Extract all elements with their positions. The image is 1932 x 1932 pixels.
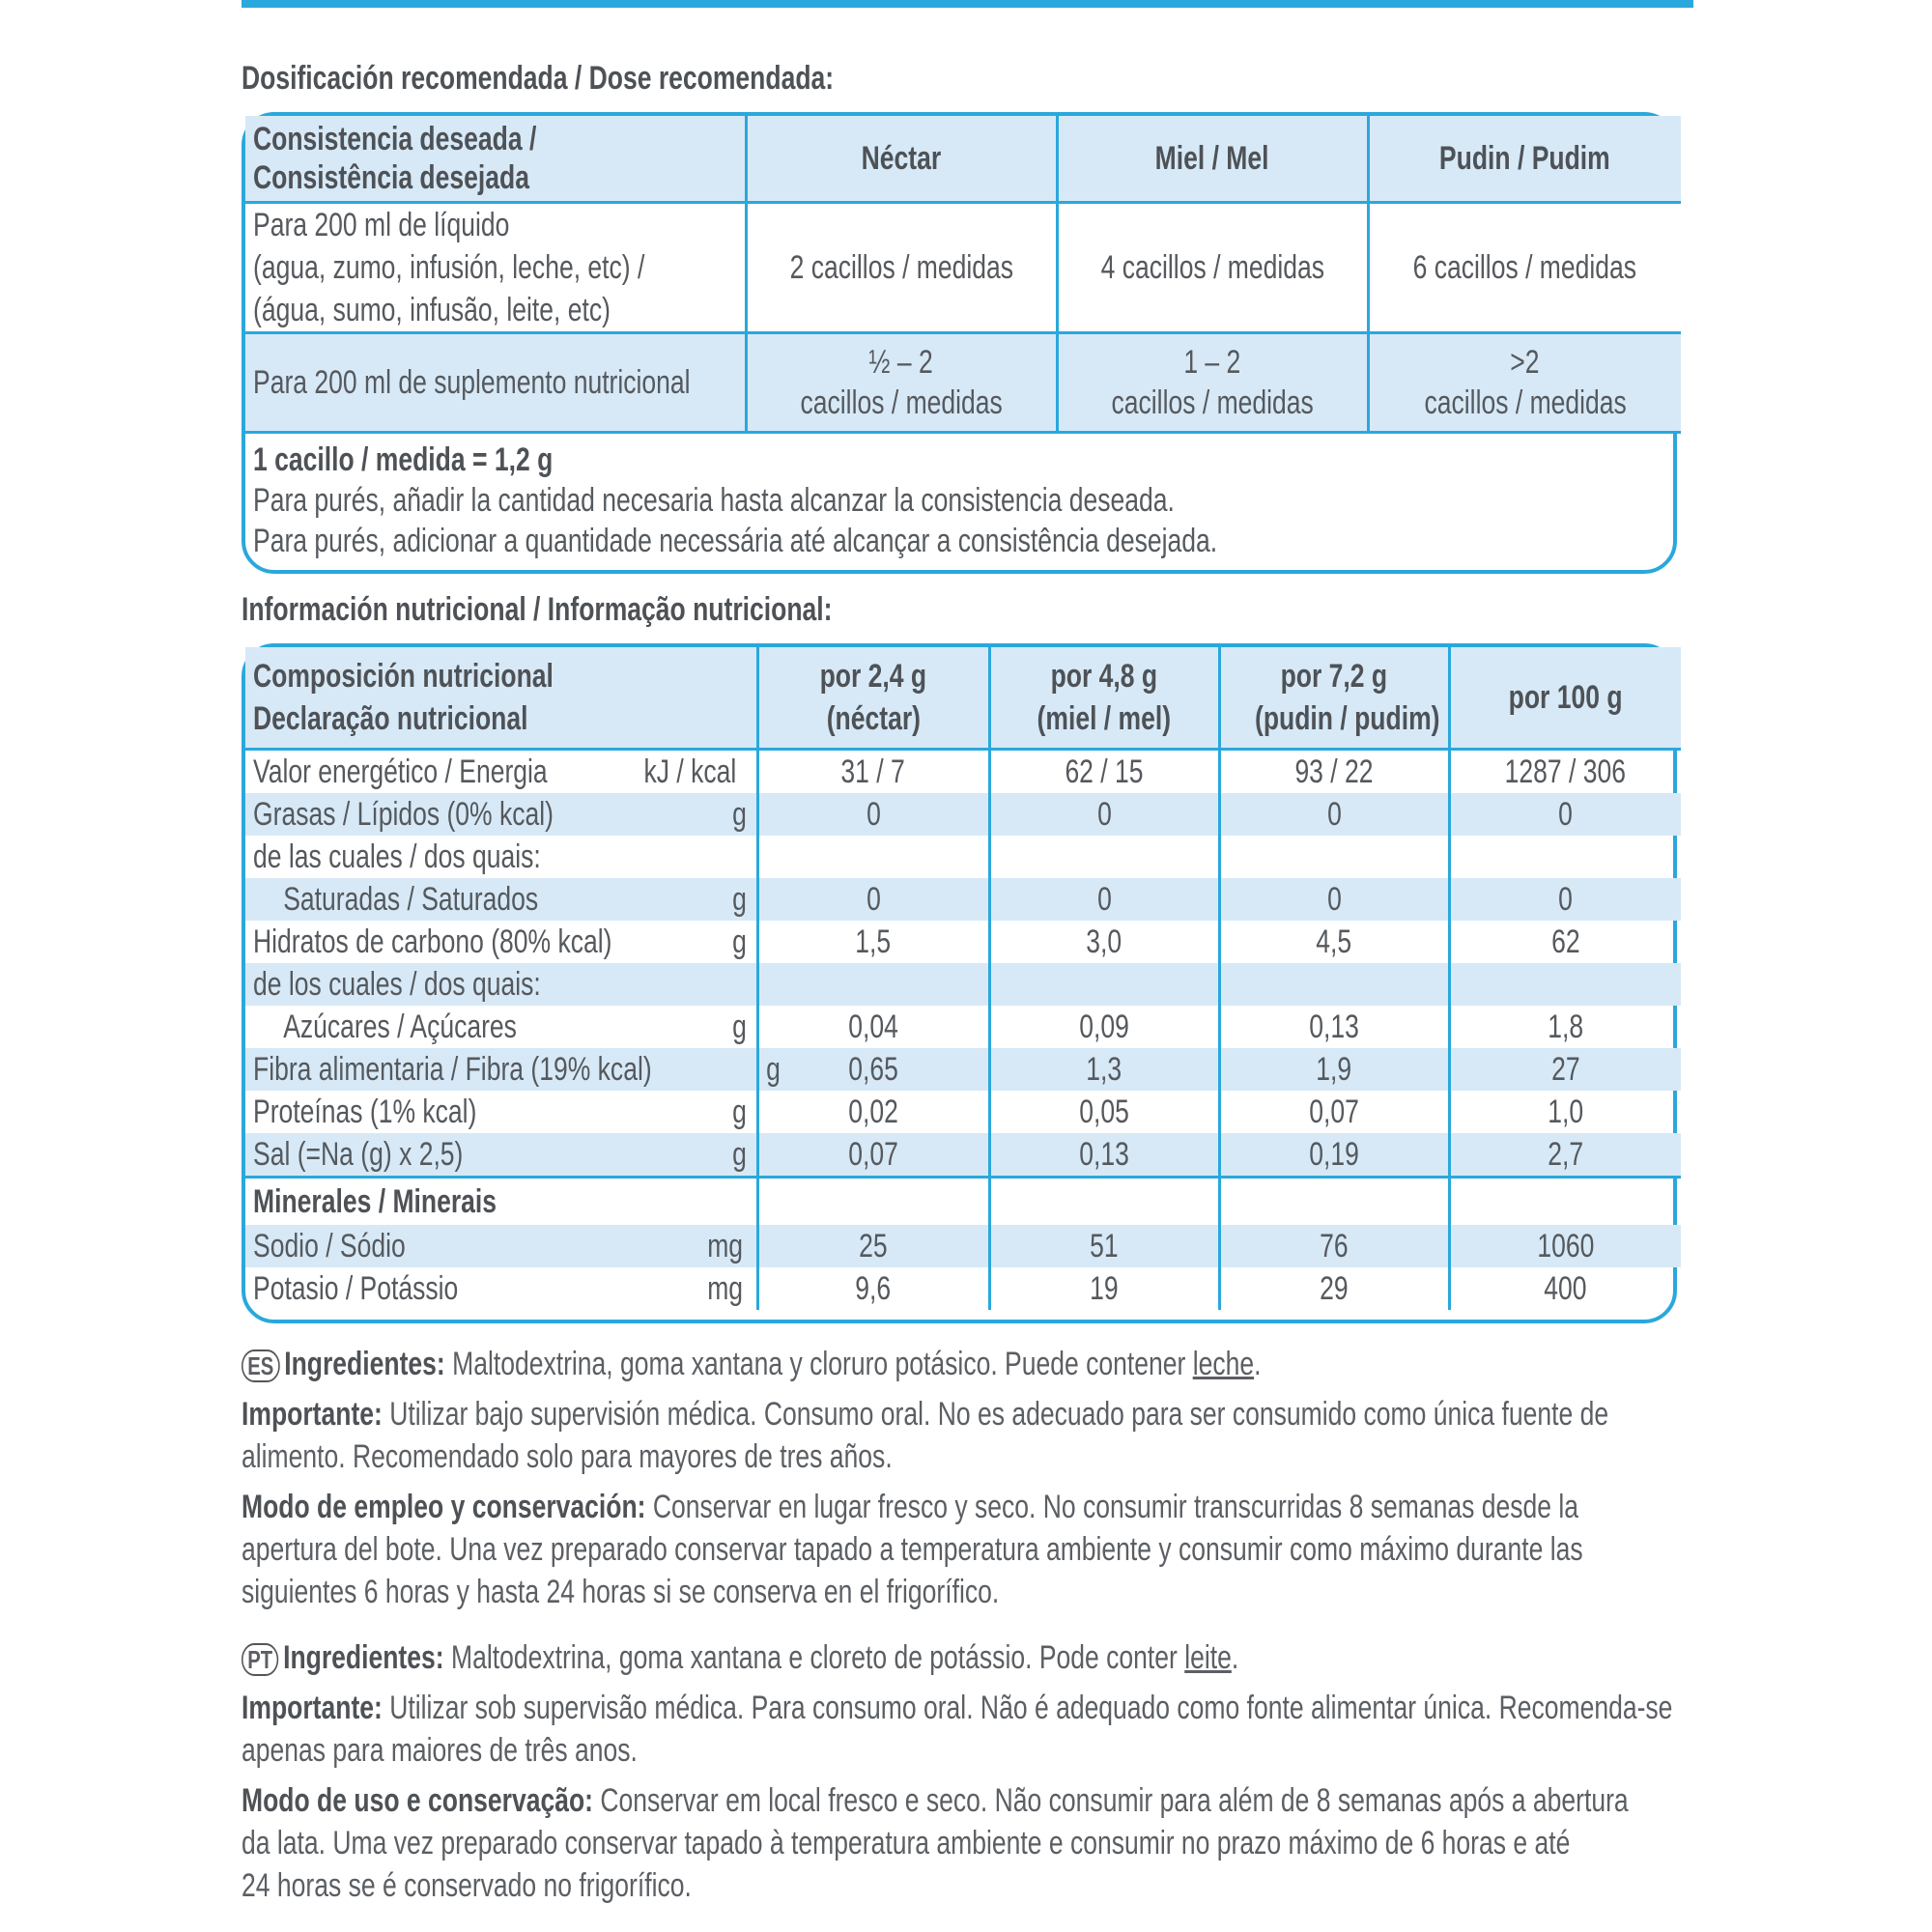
nutrient-value: 62 / 15 xyxy=(989,750,1219,794)
nutrient-label: Proteínas (1% kcal) xyxy=(253,1094,477,1130)
consistency-header: Consistencia deseada / Consistência desejada xyxy=(245,116,746,203)
nutrient-value: 400 xyxy=(1449,1267,1681,1310)
nutrient-label-cell xyxy=(245,921,757,963)
nutrient-label-cell xyxy=(245,878,757,921)
table-row xyxy=(245,1091,1681,1133)
nutrient-value: 0,13 xyxy=(989,1133,1219,1178)
nutrient-label-cell xyxy=(245,1267,757,1310)
nutrient-label-cell xyxy=(245,963,757,1006)
nutrient-value: 27 xyxy=(1449,1048,1681,1091)
nutrient-label: Valor energético / Energia xyxy=(253,753,548,790)
dosage-table xyxy=(242,112,1677,574)
liquid-miel: 4 cacillos / medidas xyxy=(1057,203,1368,333)
nutrient-value: 0,07 xyxy=(757,1133,989,1178)
table-row xyxy=(245,1267,1681,1310)
nutrient-label: Potasio / Potássio xyxy=(253,1270,459,1307)
es-mode-text-1: Conservar en lugar fresco y seco. No consumir transcurridas 8 semanas desde la xyxy=(652,1489,1579,1525)
nutrient-label-cell xyxy=(245,750,757,794)
col-nectar-header: por 2,4 g (néctar) xyxy=(757,647,989,750)
liquid-label: Para 200 ml de líquido (agua, zumo, infusión, leche, etc) / (água, sumo, infusão, leite, etc) xyxy=(245,203,746,333)
top-accent-bar xyxy=(242,0,1693,8)
nutrient-label: Saturadas / Saturados xyxy=(283,881,539,918)
nutrient-value: 0,09 xyxy=(989,1006,1219,1048)
table-row xyxy=(245,1006,1681,1048)
supplement-label: Para 200 ml de suplemento nutricional xyxy=(245,333,746,433)
pt-mode-text-3: 24 horas se é conservado no frigorífico. xyxy=(242,1867,692,1904)
pt-ingredients-label: Ingredientes: xyxy=(283,1639,444,1676)
nutrient-label: Hidratos de carbono (80% kcal) xyxy=(253,923,612,960)
nutrition-header-row xyxy=(245,647,1681,750)
nutrient-value: 0 xyxy=(1449,878,1681,921)
nutrient-label-cell xyxy=(245,1048,781,1091)
col-miel-header: por 4,8 g (miel / mel) xyxy=(989,647,1219,750)
es-ingredients-text: Maltodextrina, goma xantana y cloruro potásico. Puede contener xyxy=(452,1346,1186,1382)
nutrient-unit: mg xyxy=(707,1270,744,1307)
dosage-title: Dosificación recomendada / Dose recomendada: xyxy=(242,60,835,97)
nutrient-value: 1,3 xyxy=(989,1048,1219,1091)
nutrient-value: 0 xyxy=(989,878,1219,921)
nutrient-unit: g xyxy=(731,923,747,960)
nutrient-value: 3,0 xyxy=(989,921,1219,963)
nutrient-value: 4,5 xyxy=(1219,921,1449,963)
pt-mode-text-1: Conservar em local fresco e seco. Não consumir para além de 8 semanas após a abertura xyxy=(600,1782,1629,1819)
nutrient-value: 62 xyxy=(1449,921,1681,963)
nutrient-unit: g xyxy=(731,796,747,833)
nutrient-value xyxy=(989,836,1219,878)
nutrient-unit: kJ / kcal xyxy=(643,753,736,790)
supplement-miel: 1 – 2 cacillos / medidas xyxy=(1057,333,1368,433)
pt-ingredients-text: Maltodextrina, goma xantana e cloreto de potássio. Pode conter xyxy=(450,1639,1178,1676)
note-pt: Para purés, adicionar a quantidade necessária até alcançar a consistência desejada. xyxy=(253,523,1218,559)
nutrient-value: 0 xyxy=(757,793,989,836)
nutrient-value: 93 / 22 xyxy=(1219,750,1449,794)
nutrient-label: Sal (=Na (g) x 2,5) xyxy=(253,1136,464,1173)
nutrient-value: 0,07 xyxy=(1219,1091,1449,1133)
nutrient-label: Grasas / Lípidos (0% kcal) xyxy=(253,796,554,833)
nutrient-unit: g xyxy=(731,1136,747,1173)
nutrient-value: 1,0 xyxy=(1449,1091,1681,1133)
nutrient-value xyxy=(757,836,989,878)
nutrient-unit: g xyxy=(731,1094,747,1130)
nutrient-value: 1060 xyxy=(1449,1225,1681,1267)
es-important-text-2: alimento. Recomendado solo para mayores de tres años. xyxy=(242,1438,893,1475)
nutrition-title: Información nutricional / Informação nutricional: xyxy=(242,591,833,628)
table-row xyxy=(245,963,1681,1006)
table-row xyxy=(245,1048,1681,1091)
nutrient-value: 1287 / 306 xyxy=(1449,750,1681,794)
dosage-note xyxy=(245,434,1673,567)
nutrient-value: 0,02 xyxy=(757,1091,989,1133)
nutrient-label-cell xyxy=(245,1225,757,1267)
nutrient-value: 1,8 xyxy=(1449,1006,1681,1048)
col-100g-header: por 100 g xyxy=(1449,647,1681,750)
nutrient-label: Sodio / Sódio xyxy=(253,1228,406,1264)
minerals-title-row xyxy=(245,1178,1681,1226)
es-mode-text-3: siguientes 6 horas y hasta 24 horas si se conserva en el frigorífico. xyxy=(242,1574,1000,1610)
minerals-title: Minerales / Minerais xyxy=(253,1183,497,1220)
table-row xyxy=(245,1133,1681,1178)
nutrient-unit: g xyxy=(731,881,747,918)
nutrient-label: de los cuales / dos quais: xyxy=(253,966,541,1003)
table-row xyxy=(245,921,1681,963)
dosage-row-liquid xyxy=(245,203,1681,333)
nutrient-value: 2,7 xyxy=(1449,1133,1681,1178)
nutrient-value xyxy=(1449,963,1681,1006)
pt-section: PT Ingredientes: Maltodextrina, goma xantana e cloreto de potássio. Pode conter leite. Importante: Utilizar sob supervisão médica. Para consumo oral. Não é adequado como fonte alimentar única. Recomenda-se apenas para maiores de três anos. Modo de uso e conservação: Conservar em local fresco e seco. Não consumir para além de 8 semanas após a abertura da lata. Uma vez preparado conservar tapado à temperatura ambiente e consumir no prazo máximo de 6 horas e até 24 horas se é conservado no frigorífico. xyxy=(242,1639,1673,1904)
dosage-header-row xyxy=(245,116,1681,203)
es-mode-text-2: apertura del bote. Una vez preparado conservar tapado a temperatura ambiente y consumir como máximo durante las xyxy=(242,1531,1583,1568)
table-row xyxy=(245,1225,1681,1267)
scoop-equivalence: 1 cacillo / medida = 1,2 g xyxy=(253,441,554,478)
nutrient-value: 0 xyxy=(757,878,989,921)
nutrient-value: 29 xyxy=(1219,1267,1449,1310)
nutrient-value: 0,04 xyxy=(757,1006,989,1048)
nutrient-value xyxy=(1219,963,1449,1006)
table-row xyxy=(245,793,1681,836)
nutrient-value: 1,9 xyxy=(1219,1048,1449,1091)
nutrient-value: 0 xyxy=(989,793,1219,836)
pudin-header: Pudin / Pudim xyxy=(1368,116,1681,203)
nutrient-value: 9,6 xyxy=(757,1267,989,1310)
dosage-row-supplement xyxy=(245,333,1681,433)
pt-allergen: leite xyxy=(1184,1639,1232,1676)
nutrient-value: 0 xyxy=(1449,793,1681,836)
pt-important-text-1: Utilizar sob supervisão médica. Para consumo oral. Não é adequado como fonte alimentar única. Recomenda-se xyxy=(389,1690,1673,1726)
es-badge: ES xyxy=(242,1350,280,1382)
nutrient-value xyxy=(989,963,1219,1006)
table-row xyxy=(245,836,1681,878)
es-important-label: Importante: xyxy=(242,1396,383,1433)
es-ingredients-label: Ingredientes: xyxy=(284,1346,445,1382)
nutrient-label-cell xyxy=(245,1006,757,1048)
nutrient-value: 19 xyxy=(989,1267,1219,1310)
nutrient-value: 1,5 xyxy=(757,921,989,963)
nutrient-label-cell xyxy=(245,836,757,878)
pt-mode-label: Modo de uso e conservação: xyxy=(242,1782,594,1819)
nutrient-value: 0,13 xyxy=(1219,1006,1449,1048)
nutrient-value: 31 / 7 xyxy=(757,750,989,794)
nutrient-label-cell xyxy=(245,793,757,836)
liquid-pudin: 6 cacillos / medidas xyxy=(1368,203,1681,333)
table-row xyxy=(245,878,1681,921)
nutrient-value: 0,05 xyxy=(989,1091,1219,1133)
nutrient-label: Azúcares / Açúcares xyxy=(283,1009,517,1045)
es-section: ES Ingredientes: Maltodextrina, goma xantana y cloruro potásico. Puede contener leche. Importante: Utilizar bajo supervisión médica. Consumo oral. No es adecuado para ser consumido como única fuente de alimento. Recomendado solo para mayores de tres años. Modo de empleo y conservación: Conservar en lugar fresco y seco. No consumir transcurridas 8 semanas desde la apertura del bote. Una vez preparado conservar tapado a temperatura ambiente y consumir como máximo durante las siguientes 6 horas y hasta 24 horas si se conserva en el frigorífico. xyxy=(242,1346,1609,1610)
nutrient-label: de las cuales / dos quais: xyxy=(253,838,541,875)
pt-important-text-2: apenas para maiores de três anos. xyxy=(242,1732,638,1769)
nutrient-value: 0,19 xyxy=(1219,1133,1449,1178)
pt-mode-text-2: da lata. Uma vez preparado conservar tapado à temperatura ambiente e consumir no prazo máximo de 6 horas e até xyxy=(242,1825,1571,1861)
supplement-pudin: >2 cacillos / medidas xyxy=(1368,333,1681,433)
supplement-nectar: ½ – 2 cacillos / medidas xyxy=(746,333,1057,433)
nutrient-value: 0 xyxy=(1219,793,1449,836)
es-mode-label: Modo de empleo y conservación: xyxy=(242,1489,646,1525)
nutrient-value xyxy=(757,963,989,1006)
nutrient-value: 0 xyxy=(1219,878,1449,921)
es-important-text-1: Utilizar bajo supervisión médica. Consumo oral. No es adecuado para ser consumido como única fuente de xyxy=(389,1396,1609,1433)
table-row xyxy=(245,750,1681,794)
nutrient-unit: g xyxy=(766,1051,781,1088)
nutrient-unit: g xyxy=(731,1009,747,1045)
nutrient-value xyxy=(1219,836,1449,878)
nutrient-label-cell xyxy=(245,1091,757,1133)
pt-important-label: Importante: xyxy=(242,1690,383,1726)
nutrient-value: 51 xyxy=(989,1225,1219,1267)
nutrient-value: 76 xyxy=(1219,1225,1449,1267)
note-es: Para purés, añadir la cantidad necesaria hasta alcanzar la consistencia deseada. xyxy=(253,482,1175,519)
es-allergen: leche xyxy=(1192,1346,1255,1382)
nutrient-value xyxy=(1449,836,1681,878)
nutrient-value: 0,65 xyxy=(757,1048,989,1091)
nutrient-label: Fibra alimentaria / Fibra (19% kcal) xyxy=(253,1051,652,1088)
nutrition-table xyxy=(242,643,1677,1323)
nutrient-unit: mg xyxy=(707,1228,744,1264)
nectar-header: Néctar xyxy=(746,116,1057,203)
miel-header: Miel / Mel xyxy=(1057,116,1368,203)
nutrient-value: 25 xyxy=(757,1225,989,1267)
col-pudin-header: por 7,2 g (pudin / pudim) xyxy=(1219,647,1449,750)
composition-header: Composición nutricional Declaração nutricional xyxy=(245,647,757,750)
pt-badge: PT xyxy=(242,1643,278,1676)
liquid-nectar: 2 cacillos / medidas xyxy=(746,203,1057,333)
nutrient-label-cell xyxy=(245,1133,757,1178)
